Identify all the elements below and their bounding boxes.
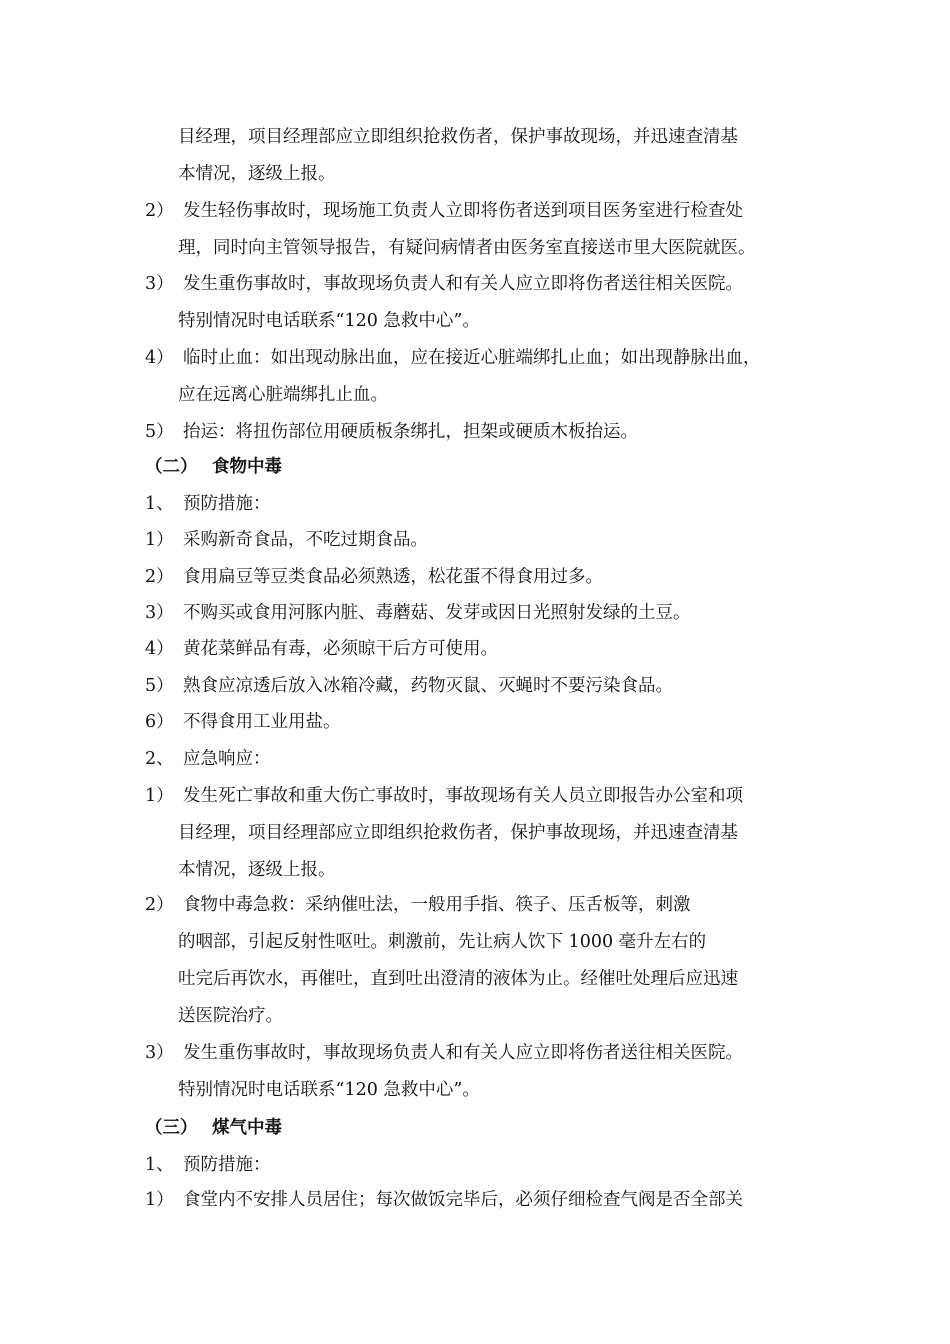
line-text: 发生死亡事故和重大伤亡事故时，事故现场有关人员立即报告办公室和项	[183, 786, 743, 806]
line-text: 目经理，项目经理部应立即组织抢救伤者，保护事故现场，并迅速查清基	[178, 823, 738, 843]
item-number: 1）	[145, 786, 174, 806]
item-number: 3）	[145, 274, 174, 294]
item-number: 2）	[145, 895, 174, 915]
line-text: 熟食应凉透后放入冰箱冷藏，药物灭鼠、灭蝇时不要污染食品。	[183, 676, 673, 696]
item-number: 6）	[145, 712, 174, 732]
item-number: 4）	[145, 639, 174, 659]
line-text: 食物中毒	[212, 457, 282, 477]
line-text: 预防措施：	[183, 1155, 271, 1175]
item-number: 3）	[145, 1043, 174, 1063]
item-number: 1、	[145, 1155, 174, 1175]
line-text: 采购新奇食品，不吃过期食品。	[183, 530, 428, 550]
line-text: 食物中毒急救：采纳催吐法，一般用手指、筷子、压舌板等，刺激	[183, 895, 691, 915]
item-number: 1）	[145, 530, 174, 550]
item-number: 2）	[145, 201, 174, 221]
item-number: 3）	[145, 603, 174, 623]
line-text: 的咽部，引起反射性呕吐。刺激前，先让病人饮下 1000 毫升左右的	[178, 932, 707, 952]
line-text: 目经理，项目经理部应立即组织抢救伤者，保护事故现场，并迅速查清基	[178, 127, 738, 147]
line-text: 临时止血：如出现动脉出血，应在接近心脏端绑扎止血；如出现静脉出血，	[183, 348, 761, 368]
line-text: 特别情况时电话联系“120 急救中心”。	[178, 311, 480, 331]
line-text: 抬运：将扭伤部位用硬质板条绑扎，担架或硬质木板抬运。	[183, 422, 638, 442]
item-number: 1、	[145, 494, 174, 514]
line-text: 不购买或食用河豚内脏、毒蘑菇、发芽或因日光照射发绿的土豆。	[183, 603, 691, 623]
line-text: 送医院治疗。	[178, 1006, 283, 1026]
line-text: 特别情况时电话联系“120 急救中心”。	[178, 1080, 480, 1100]
item-number: （三）	[145, 1118, 198, 1138]
line-text: 发生重伤事故时，事故现场负责人和有关人应立即将伤者送往相关医院。	[183, 274, 743, 294]
line-text: 应在远离心脏端绑扎止血。	[178, 385, 388, 405]
item-number: 5）	[145, 422, 174, 442]
line-text: 发生重伤事故时，事故现场负责人和有关人应立即将伤者送往相关医院。	[183, 1043, 743, 1063]
line-text: 吐完后再饮水，再催吐，直到吐出澄清的液体为止。经催吐处理后应迅速	[178, 969, 738, 989]
line-text: 发生轻伤事故时，现场施工负责人立即将伤者送到项目医务室进行检查处	[183, 201, 743, 221]
line-text: 煤气中毒	[212, 1118, 282, 1138]
item-number: 2、	[145, 749, 174, 769]
line-text: 理，同时向主管领导报告，有疑问病情者由医务室直接送市里大医院就医。	[178, 238, 756, 258]
item-number: （二）	[145, 457, 198, 477]
line-text: 食用扁豆等豆类食品必须熟透，松花蛋不得食用过多。	[183, 567, 603, 587]
line-text: 本情况，逐级上报。	[178, 164, 336, 184]
line-text: 食堂内不安排人员居住；每次做饭完毕后，必须仔细检查气阀是否全部关	[183, 1190, 743, 1210]
item-number: 2）	[145, 567, 174, 587]
line-text: 黄花菜鲜品有毒，必须晾干后方可使用。	[183, 639, 498, 659]
item-number: 5）	[145, 676, 174, 696]
line-text: 应急响应：	[183, 749, 271, 769]
line-text: 预防措施：	[183, 494, 271, 514]
item-number: 4）	[145, 348, 174, 368]
line-text: 本情况，逐级上报。	[178, 860, 336, 880]
item-number: 1）	[145, 1190, 174, 1210]
line-text: 不得食用工业用盐。	[183, 712, 341, 732]
